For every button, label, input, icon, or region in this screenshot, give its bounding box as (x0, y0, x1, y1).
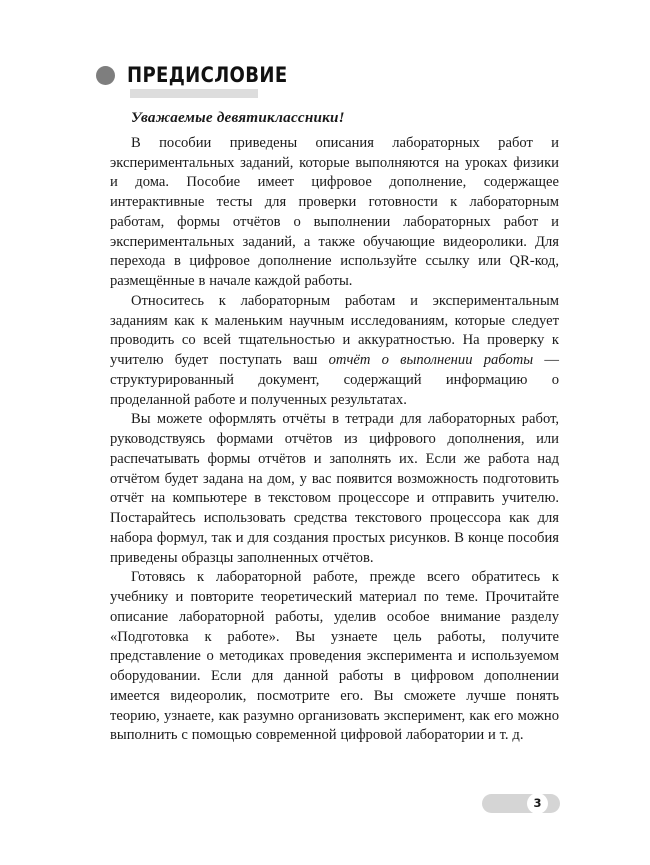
page-number-circle (527, 793, 548, 814)
article-body (110, 108, 559, 746)
filled-circle-icon (96, 66, 115, 85)
page-number-value: 3 (533, 795, 542, 810)
paragraph-2-text-before: Относитесь к лабораторным работам и экспериментальным заданиям как к маленьким научным исследованиям, которые следует проводить со всей тщательностью и аккуратностью. На проверку к учителю будет поступать ваш (110, 292, 559, 369)
section-heading (96, 62, 566, 88)
paragraph-1: В пособии приведены описания лабораторных работ и экспериментальных заданий, которые выполняются на уроках физики и дома. Пособие имеет цифровое дополнение, содержащее интерактивные тесты для проверки готовности к лабораторным работам, формы отчётов о выполнении лабораторных работ и экспериментальных заданий, а также обучающие видеоролики. Для перехода в цифровое дополнение используйте ссылку или QR-код, размещённые в начале каждой работы. (110, 134, 559, 290)
page-number-badge (482, 794, 560, 813)
paragraph-3: Вы можете оформлять отчёты в тетради для лабораторных работ, руководствуясь формами отчётов из цифрового дополнения, или распечатывать формы отчётов и заполнять их. Если же работа над отчётом будет задана на дом, у вас появится возможность подготовить отчёт на компьютере в текстовом процессоре и отправить учителю. Постарайтесь использовать средства текстового процессора как для набора формул, так и для создания простых рисунков. В конце пособия приведены образцы заполненных отчётов. (110, 411, 559, 566)
page-title: ПРЕДИСЛОВИЕ (127, 62, 288, 87)
paragraph-2-text-after: — структурированный документ, содержащий информацию о проделанной работе и полученных результатах. (110, 352, 559, 408)
page-number-pill (482, 794, 560, 813)
paragraph-2-emphasis: отчёт о выполнении работы (328, 352, 534, 369)
paragraph-4: Готовясь к лабораторной работе, прежде всего обратитесь к учебнику и повторите теоретический материал по теме. Прочитайте описание лабораторной работы, уделив особое внимание разделу «Подготовка к работе». Вы узнаете цель работы, получите представление о методиках проведения эксперимента и используемом оборудовании. Если для данной работы в цифровом дополнении имеется видеоролик, посмотрите его. Вы сможете лучше понять теорию, узнаете, как разумно организовать эксперимент, как его можно выполнить с помощью современной цифровой лаборатории и т. д. (110, 569, 559, 744)
salutation-line: Уважаемые девятиклассники! (131, 109, 345, 126)
paragraph-2 (110, 292, 559, 411)
heading-row (96, 62, 566, 88)
heading-underline-bar (130, 89, 258, 98)
